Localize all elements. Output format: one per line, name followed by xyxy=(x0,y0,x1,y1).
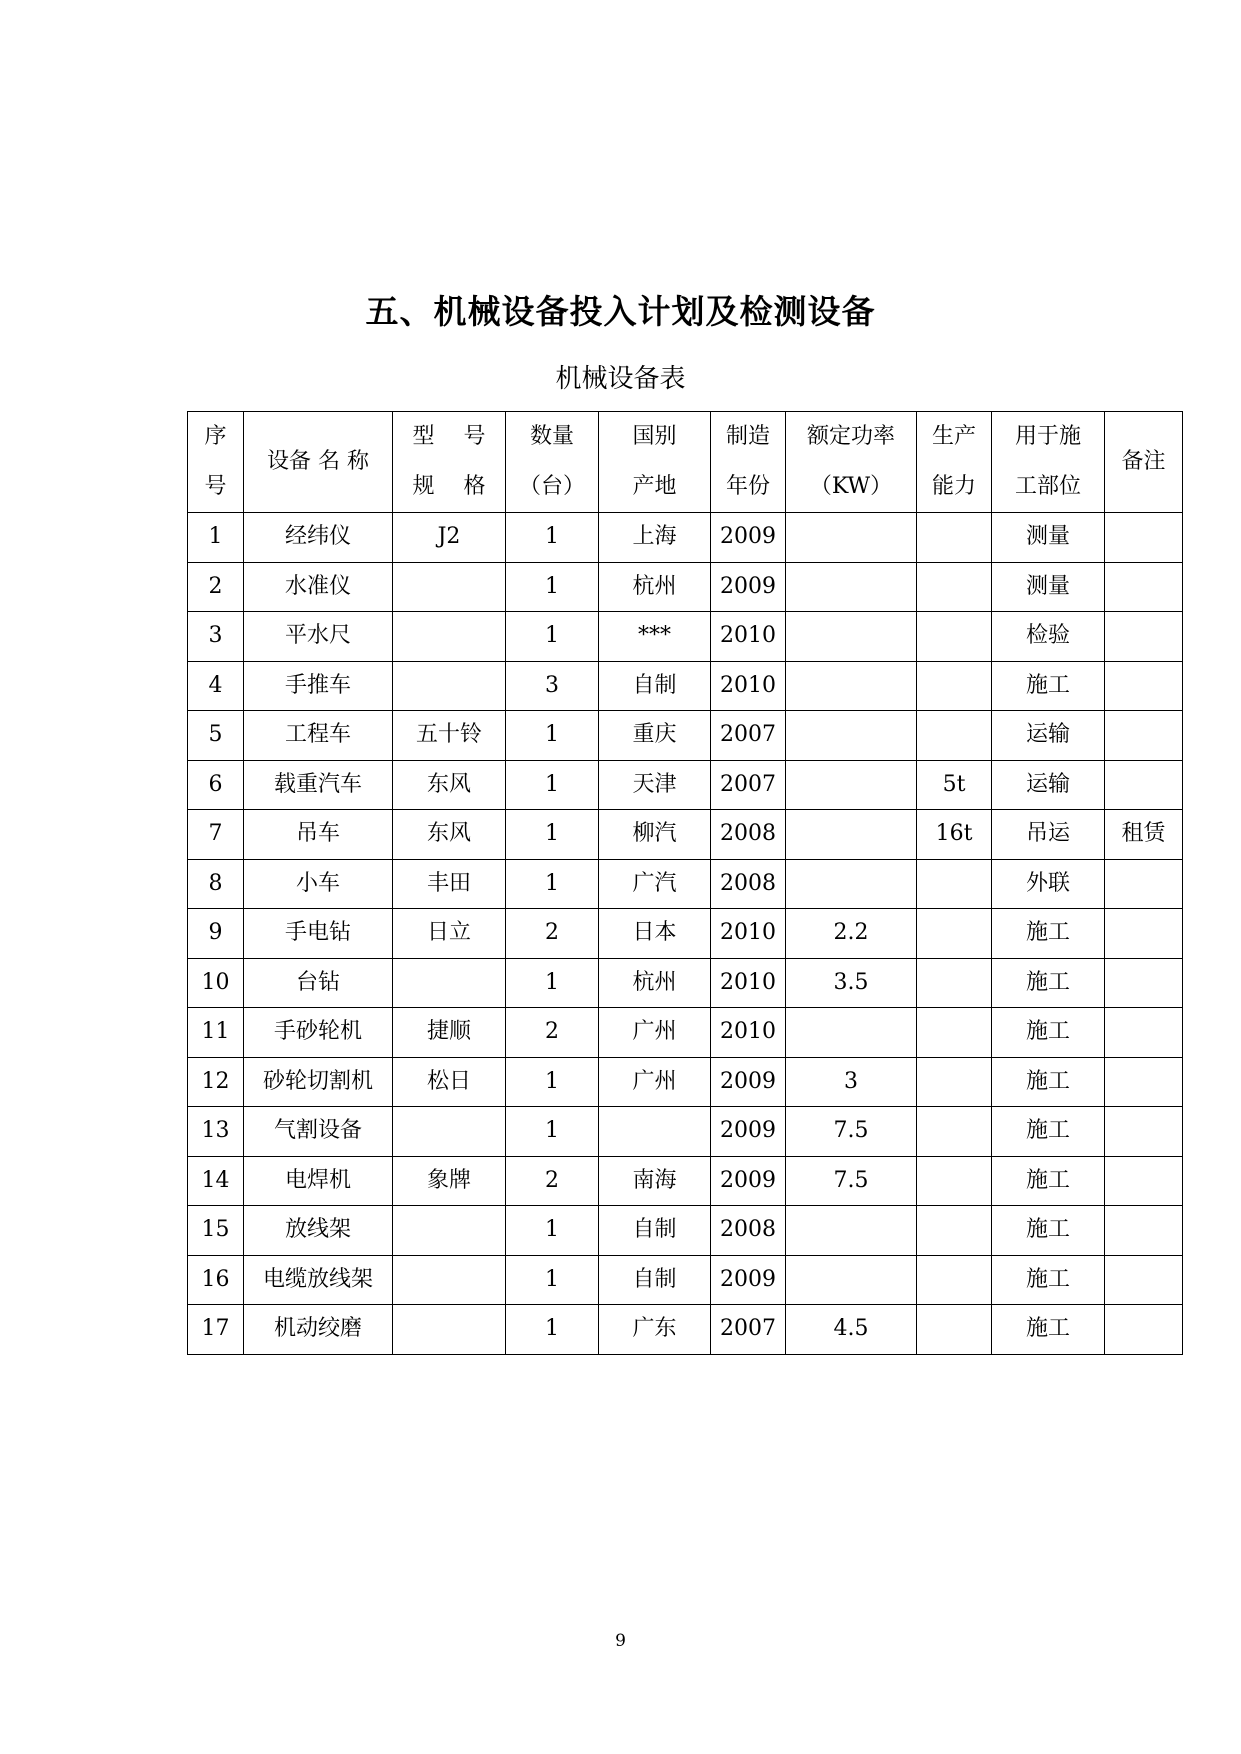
table-cell xyxy=(786,1008,917,1058)
table-row xyxy=(188,1305,1183,1355)
table-cell: 小车 xyxy=(244,859,393,909)
table-cell: 3.5 xyxy=(786,958,917,1008)
table-cell: 手砂轮机 xyxy=(244,1008,393,1058)
table-cell: 施工 xyxy=(992,909,1105,959)
table-cell xyxy=(1105,1305,1183,1355)
table-cell: 吊车 xyxy=(244,810,393,860)
table-cell: 2 xyxy=(506,909,599,959)
column-header-line1: 数量 xyxy=(529,424,574,449)
table-cell: 2 xyxy=(188,562,244,612)
table-cell xyxy=(917,859,992,909)
table-cell xyxy=(786,562,917,612)
table-cell xyxy=(786,1255,917,1305)
table-cell: 11 xyxy=(188,1008,244,1058)
table-cell: 7 xyxy=(188,810,244,860)
table-cell: 天津 xyxy=(599,760,711,810)
table-cell: 施工 xyxy=(992,958,1105,1008)
table-cell: 2008 xyxy=(711,810,786,860)
table-cell: 1 xyxy=(506,1305,599,1355)
table-cell xyxy=(917,1305,992,1355)
table-row xyxy=(188,562,1183,612)
table-cell: 2007 xyxy=(711,1305,786,1355)
table-cell: 松日 xyxy=(393,1057,506,1107)
column-header xyxy=(786,412,917,513)
table-cell: 2007 xyxy=(711,760,786,810)
table-cell: 施工 xyxy=(992,1206,1105,1256)
table-cell: 东风 xyxy=(393,810,506,860)
table-cell: 南海 xyxy=(599,1156,711,1206)
table-cell xyxy=(1105,1107,1183,1157)
column-header-line2: 能力 xyxy=(931,474,976,499)
table-cell xyxy=(917,513,992,563)
table-cell xyxy=(917,612,992,662)
table-cell xyxy=(393,562,506,612)
table-row xyxy=(188,760,1183,810)
column-header-line1: 额定功率 xyxy=(806,424,895,449)
table-cell: 1 xyxy=(188,513,244,563)
table-cell: 7.5 xyxy=(786,1156,917,1206)
table-cell: 2009 xyxy=(711,1156,786,1206)
table-cell: 东风 xyxy=(393,760,506,810)
table-cell: 3 xyxy=(786,1057,917,1107)
table-cell: 手电钻 xyxy=(244,909,393,959)
table-cell xyxy=(1105,760,1183,810)
table-cell: 施工 xyxy=(992,1255,1105,1305)
table-cell: 手推车 xyxy=(244,661,393,711)
table-row xyxy=(188,513,1183,563)
table-title: 机械设备表 xyxy=(555,364,686,394)
table-cell xyxy=(786,513,917,563)
column-header-line1: 备注 xyxy=(1121,449,1166,474)
table-cell: 4.5 xyxy=(786,1305,917,1355)
table-row xyxy=(188,1008,1183,1058)
table-cell: 广州 xyxy=(599,1008,711,1058)
table-cell xyxy=(917,958,992,1008)
column-header-line2: （KW） xyxy=(809,474,893,499)
column-header-line2: （台） xyxy=(518,474,585,499)
column-header-line1: 用于施 xyxy=(1014,424,1081,449)
table-cell: 经纬仪 xyxy=(244,513,393,563)
table-cell: 2009 xyxy=(711,562,786,612)
table-header-row xyxy=(188,412,1183,513)
table-cell: 电缆放线架 xyxy=(244,1255,393,1305)
table-body xyxy=(188,513,1183,1355)
table-row xyxy=(188,859,1183,909)
table-cell xyxy=(917,711,992,761)
table-cell xyxy=(393,1107,506,1157)
table-row xyxy=(188,1107,1183,1157)
table-cell: 2 xyxy=(506,1008,599,1058)
table-cell: 8 xyxy=(188,859,244,909)
table-row xyxy=(188,1206,1183,1256)
table-cell: 2008 xyxy=(711,1206,786,1256)
table-cell: 施工 xyxy=(992,1305,1105,1355)
table-cell xyxy=(1105,859,1183,909)
table-cell: 广东 xyxy=(599,1305,711,1355)
table-row xyxy=(188,958,1183,1008)
table-cell: 2008 xyxy=(711,859,786,909)
table-cell: 测量 xyxy=(992,562,1105,612)
table-row xyxy=(188,612,1183,662)
table-cell: 3 xyxy=(506,661,599,711)
table-cell xyxy=(917,909,992,959)
table-cell: 自制 xyxy=(599,1255,711,1305)
column-header xyxy=(1105,412,1183,513)
table-cell xyxy=(917,1255,992,1305)
table-cell: 2010 xyxy=(711,958,786,1008)
table-cell: 吊运 xyxy=(992,810,1105,860)
table-cell: 上海 xyxy=(599,513,711,563)
table-cell xyxy=(917,1107,992,1157)
table-cell: 1 xyxy=(506,562,599,612)
table-cell: 2010 xyxy=(711,612,786,662)
table-cell xyxy=(1105,513,1183,563)
column-header xyxy=(244,412,393,513)
column-header xyxy=(599,412,711,513)
column-header-line1: 国别 xyxy=(632,424,677,449)
page-number: 9 xyxy=(615,1631,626,1651)
column-header-line2: 规 格 xyxy=(412,474,486,499)
table-cell xyxy=(393,612,506,662)
table-cell: 自制 xyxy=(599,1206,711,1256)
table-cell: 4 xyxy=(188,661,244,711)
table-cell: 广汽 xyxy=(599,859,711,909)
table-cell xyxy=(917,1057,992,1107)
table-cell xyxy=(393,1305,506,1355)
table-cell: *** xyxy=(599,612,711,662)
table-cell: 自制 xyxy=(599,661,711,711)
table-cell xyxy=(393,1206,506,1256)
table-cell xyxy=(786,760,917,810)
table-cell: 12 xyxy=(188,1057,244,1107)
column-header xyxy=(393,412,506,513)
table-cell: 工程车 xyxy=(244,711,393,761)
table-row xyxy=(188,661,1183,711)
table-cell xyxy=(917,661,992,711)
table-cell: 6 xyxy=(188,760,244,810)
table-cell xyxy=(917,1156,992,1206)
table-row xyxy=(188,909,1183,959)
table-cell xyxy=(1105,1008,1183,1058)
table-cell xyxy=(786,661,917,711)
table-cell: 7.5 xyxy=(786,1107,917,1157)
table-cell: 2009 xyxy=(711,513,786,563)
table-cell: 运输 xyxy=(992,760,1105,810)
table-row xyxy=(188,1156,1183,1206)
table-cell: 2009 xyxy=(711,1255,786,1305)
table-cell xyxy=(1105,909,1183,959)
column-header xyxy=(188,412,244,513)
table-cell: 杭州 xyxy=(599,562,711,612)
table-cell: 2009 xyxy=(711,1107,786,1157)
column-header-line2: 号 xyxy=(204,474,227,499)
table-cell: 水准仪 xyxy=(244,562,393,612)
table-cell: 13 xyxy=(188,1107,244,1157)
column-header-line1: 序 xyxy=(204,424,227,449)
table-cell: 2007 xyxy=(711,711,786,761)
table-cell: 柳汽 xyxy=(599,810,711,860)
table-cell: 1 xyxy=(506,760,599,810)
table-row xyxy=(188,711,1183,761)
table-cell: 1 xyxy=(506,612,599,662)
table-cell: 施工 xyxy=(992,1107,1105,1157)
table-cell xyxy=(1105,1206,1183,1256)
page-heading: 五、机械设备投入计划及检测设备 xyxy=(365,292,876,331)
table-cell: 象牌 xyxy=(393,1156,506,1206)
column-header-line1: 制造 xyxy=(725,424,770,449)
table-cell: 1 xyxy=(506,810,599,860)
table-cell: 2010 xyxy=(711,909,786,959)
table-cell: 杭州 xyxy=(599,958,711,1008)
table-cell: 1 xyxy=(506,1057,599,1107)
column-header-line1: 型 号 xyxy=(412,424,486,449)
table-cell xyxy=(786,612,917,662)
column-header-line2: 年份 xyxy=(725,474,770,499)
table-cell: 施工 xyxy=(992,1008,1105,1058)
table-cell xyxy=(1105,612,1183,662)
table-cell: 1 xyxy=(506,1206,599,1256)
column-header-line2: 产地 xyxy=(632,474,677,499)
table-cell: 2 xyxy=(506,1156,599,1206)
equipment-table xyxy=(187,411,1183,1355)
table-cell: 载重汽车 xyxy=(244,760,393,810)
table-cell xyxy=(786,711,917,761)
table-cell: 重庆 xyxy=(599,711,711,761)
table-cell: 1 xyxy=(506,513,599,563)
table-cell xyxy=(786,810,917,860)
table-cell: J2 xyxy=(393,513,506,563)
table-row xyxy=(188,1057,1183,1107)
table-cell: 捷顺 xyxy=(393,1008,506,1058)
table-cell xyxy=(1105,1255,1183,1305)
table-cell: 9 xyxy=(188,909,244,959)
table-row xyxy=(188,810,1183,860)
table-cell xyxy=(1105,1057,1183,1107)
table-cell: 平水尺 xyxy=(244,612,393,662)
table-cell: 15 xyxy=(188,1206,244,1256)
table-cell xyxy=(1105,562,1183,612)
column-header-line1: 设备 名 称 xyxy=(267,449,369,474)
table-cell: 气割设备 xyxy=(244,1107,393,1157)
table-cell: 1 xyxy=(506,958,599,1008)
column-header-line1: 生产 xyxy=(931,424,976,449)
table-cell: 电焊机 xyxy=(244,1156,393,1206)
table-cell xyxy=(1105,958,1183,1008)
table-cell: 施工 xyxy=(992,1156,1105,1206)
table-cell: 外联 xyxy=(992,859,1105,909)
column-header xyxy=(506,412,599,513)
table-cell xyxy=(1105,711,1183,761)
table-cell: 1 xyxy=(506,711,599,761)
column-header-line2: 工部位 xyxy=(1014,474,1081,499)
table-cell: 砂轮切割机 xyxy=(244,1057,393,1107)
table-cell: 放线架 xyxy=(244,1206,393,1256)
table-cell: 1 xyxy=(506,1107,599,1157)
table-cell: 10 xyxy=(188,958,244,1008)
table-cell: 日立 xyxy=(393,909,506,959)
table-cell: 14 xyxy=(188,1156,244,1206)
table-cell: 测量 xyxy=(992,513,1105,563)
table-cell xyxy=(1105,1156,1183,1206)
table-cell: 1 xyxy=(506,859,599,909)
table-cell xyxy=(599,1107,711,1157)
table-cell xyxy=(917,1206,992,1256)
table-cell: 3 xyxy=(188,612,244,662)
table-cell: 2009 xyxy=(711,1057,786,1107)
table-cell xyxy=(393,661,506,711)
column-header xyxy=(711,412,786,513)
table-cell xyxy=(917,1008,992,1058)
table-cell: 日本 xyxy=(599,909,711,959)
column-header xyxy=(992,412,1105,513)
table-cell: 16t xyxy=(917,810,992,860)
table-cell xyxy=(917,562,992,612)
table-cell: 广州 xyxy=(599,1057,711,1107)
table-cell: 运输 xyxy=(992,711,1105,761)
table-cell: 5t xyxy=(917,760,992,810)
table-cell: 施工 xyxy=(992,1057,1105,1107)
table-cell: 2010 xyxy=(711,1008,786,1058)
table-cell: 17 xyxy=(188,1305,244,1355)
table-cell: 2.2 xyxy=(786,909,917,959)
table-cell: 台钻 xyxy=(244,958,393,1008)
table-row xyxy=(188,1255,1183,1305)
table-cell: 2010 xyxy=(711,661,786,711)
table-cell: 丰田 xyxy=(393,859,506,909)
table-cell: 施工 xyxy=(992,661,1105,711)
table-cell: 租赁 xyxy=(1105,810,1183,860)
table-cell: 16 xyxy=(188,1255,244,1305)
table-cell xyxy=(393,958,506,1008)
table-cell xyxy=(786,1206,917,1256)
table-cell xyxy=(393,1255,506,1305)
table-cell: 机动绞磨 xyxy=(244,1305,393,1355)
table-cell: 检验 xyxy=(992,612,1105,662)
table-cell xyxy=(1105,661,1183,711)
table-cell: 1 xyxy=(506,1255,599,1305)
table-cell: 五十铃 xyxy=(393,711,506,761)
column-header xyxy=(917,412,992,513)
table-cell xyxy=(786,859,917,909)
table-cell: 5 xyxy=(188,711,244,761)
